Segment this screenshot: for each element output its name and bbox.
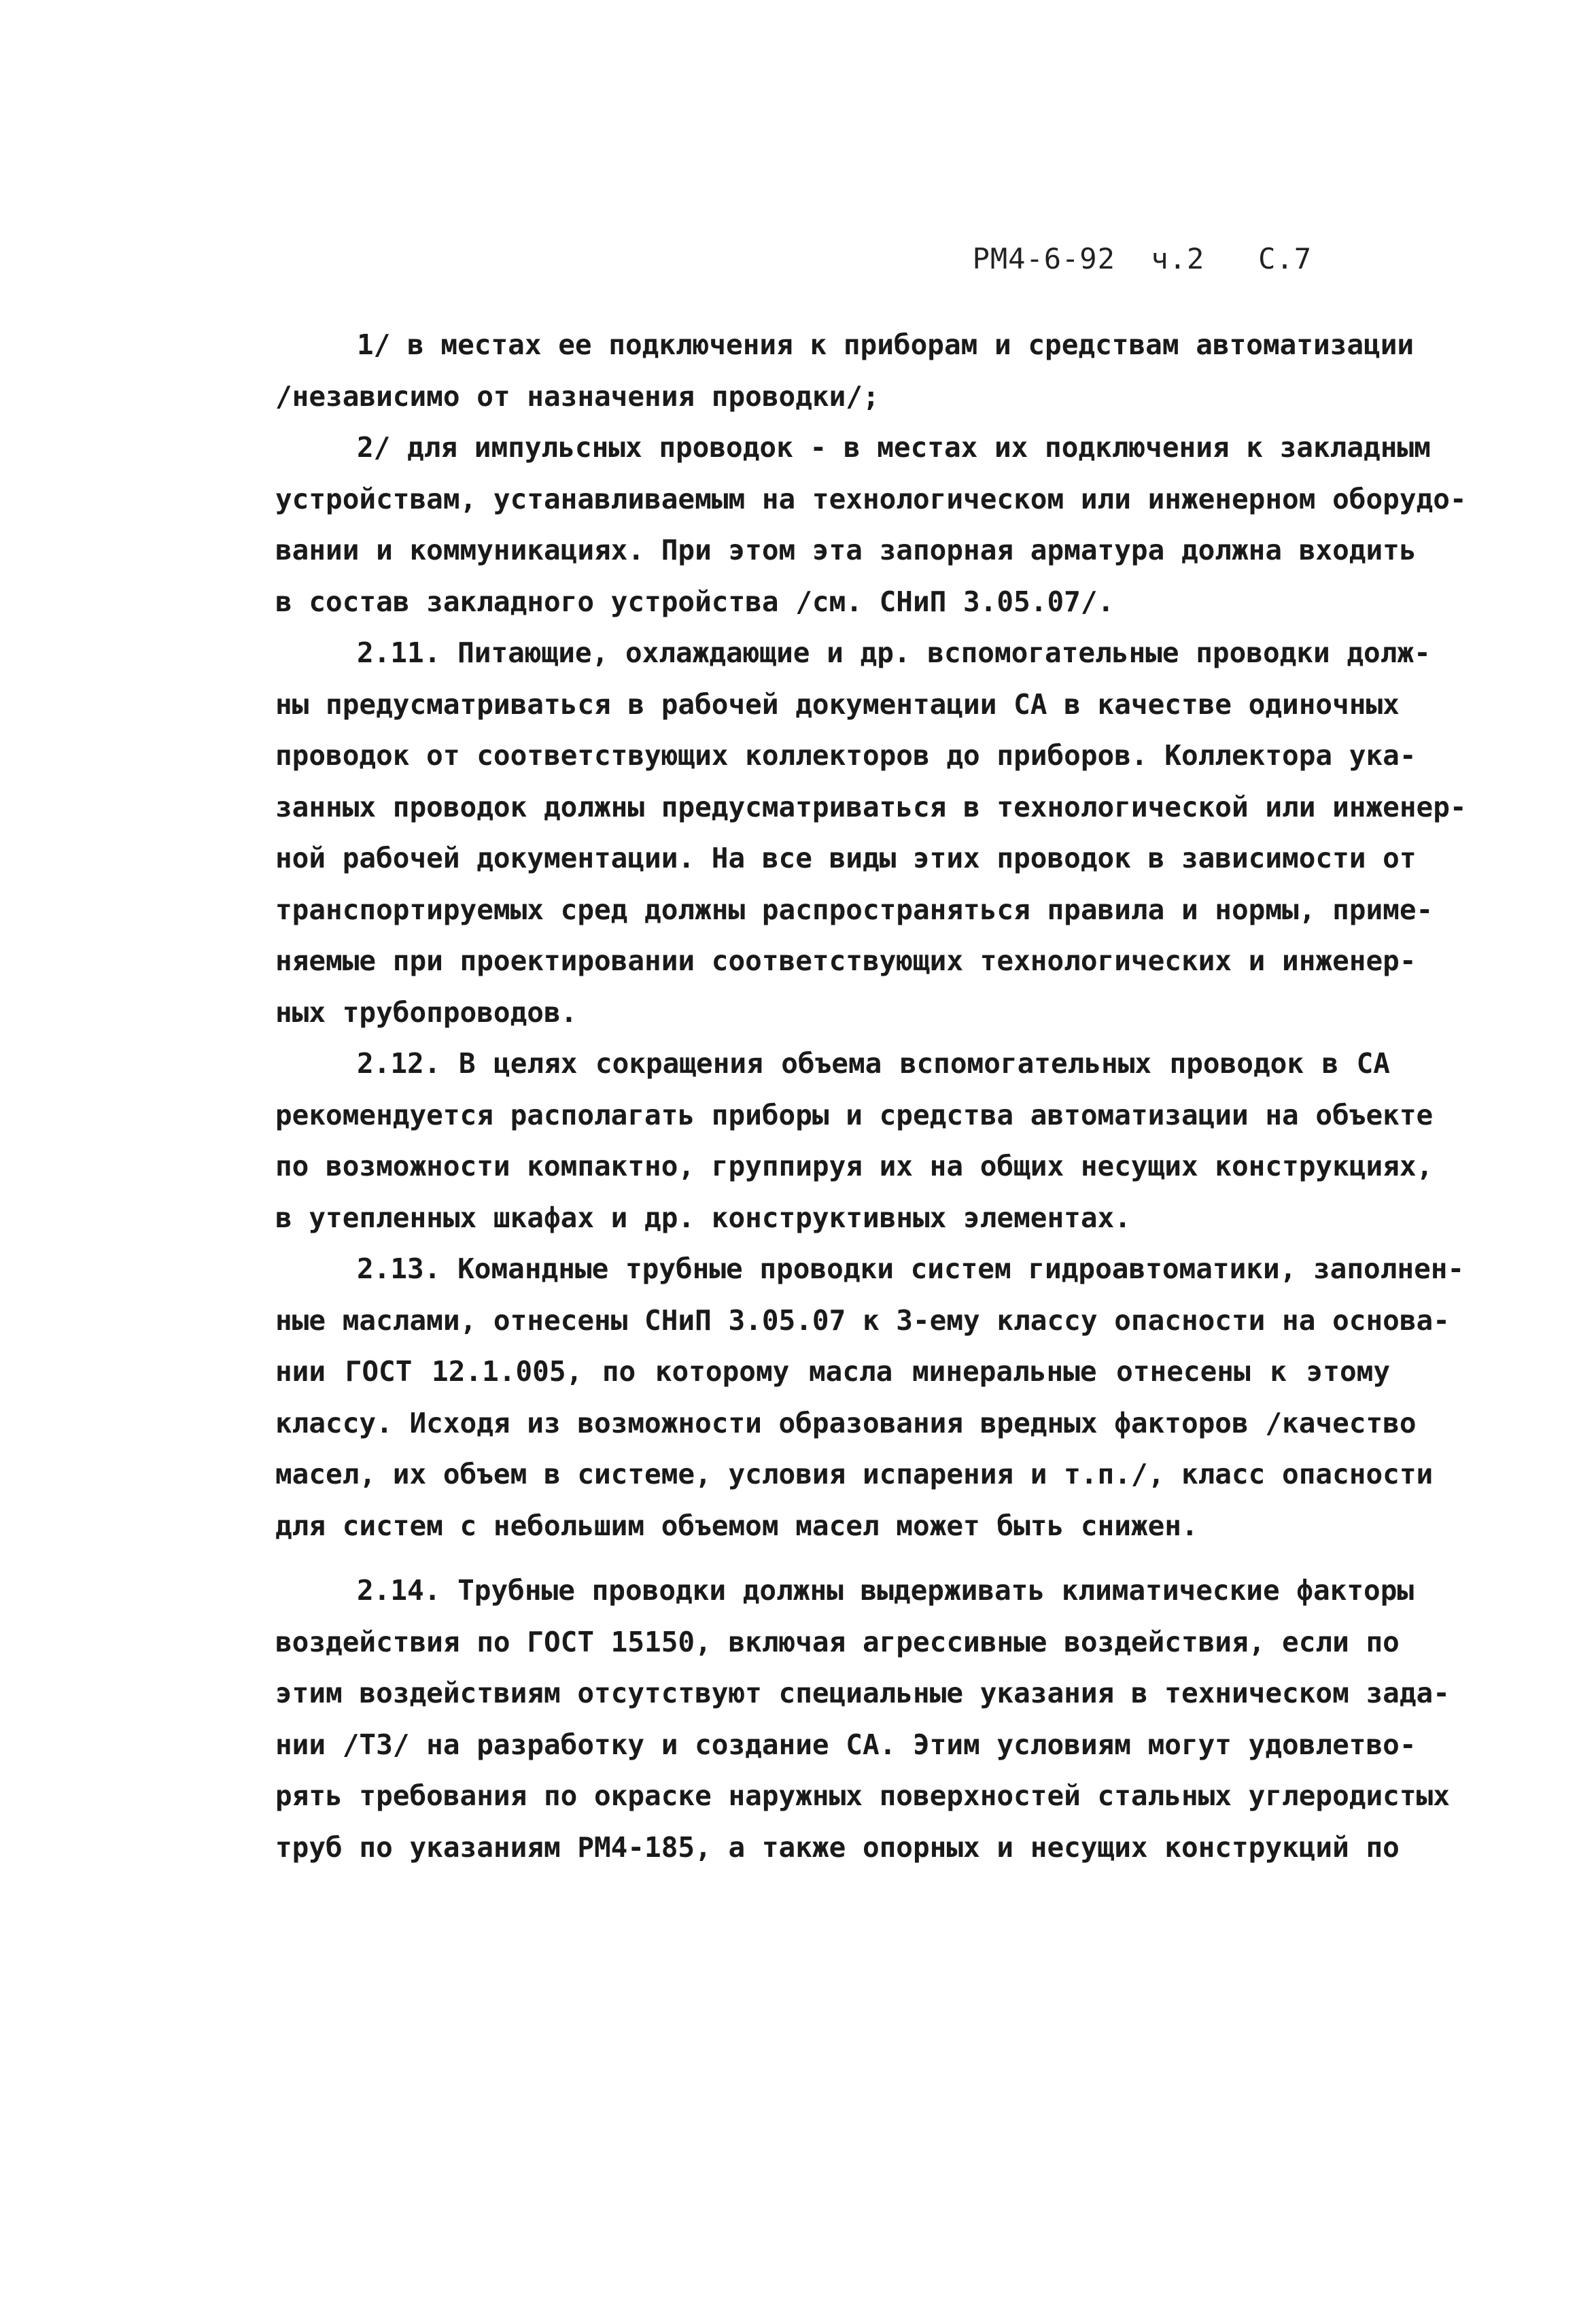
text-line: ные маслами, отнесены СНиП 3.05.07 к 3-ему классу опасности на основа- (275, 1303, 1450, 1337)
text-line: транспортируемых сред должны распространяться правила и нормы, приме- (275, 893, 1434, 926)
text-line: ны предусматриваться в рабочей документации СА в качестве одиночных (275, 687, 1400, 721)
text-line: для систем с небольшим объемом масел может быть снижен. (275, 1509, 1198, 1542)
text-line: 2.13. Командные трубные проводки систем гидроавтоматики, заполнен- (357, 1252, 1465, 1285)
text-line: /независимо от назначения проводки/; (275, 379, 880, 413)
text-line: труб по указаниям РМ4-185, а также опорных и несущих конструкций по (275, 1830, 1400, 1864)
text-line: 2.12. В целях сокращения объема вспомогательных проводок в СА (357, 1047, 1390, 1080)
document-body (275, 320, 1467, 1873)
text-line: рекомендуется располагать приборы и средства автоматизации на объекте (275, 1098, 1434, 1131)
paragraph-item-2 (275, 422, 1467, 628)
text-line: в утепленных шкафах и др. конструктивных элементах. (275, 1201, 1131, 1234)
text-line: 1/ в местах ее подключения к приборам и средствам автоматизации (357, 328, 1415, 361)
text-line: в состав закладного устройства /см. СНиП 3.05.07/. (275, 585, 1115, 618)
text-line: вании и коммуникациях. При этом эта запорная арматура должна входить (275, 534, 1417, 566)
text-line: ных трубопроводов. (275, 995, 578, 1029)
paragraph-2-12 (275, 1038, 1434, 1244)
text-line: 2.14. Трубные проводки должны выдерживать климатические факторы (357, 1574, 1415, 1607)
document-reference-header: РМ4-6-92 ч.2 С.7 (972, 242, 1312, 275)
text-line: классу. Исходя из возможности образования вредных факторов /качество (275, 1406, 1417, 1439)
paragraph-2-11 (275, 628, 1467, 1038)
text-line: 2/ для импульсных проводок - в местах их подключения к закладным (357, 431, 1431, 464)
text-line: воздействия по ГОСТ 15150, включая агрессивные воздействия, если по (275, 1625, 1400, 1658)
text-line: 2.11. Питающие, охлаждающие и др. вспомогательные проводки долж- (357, 636, 1431, 669)
text-line: нии ГОСТ 12.1.005, по которому масла минеральные отнесены к этому (275, 1355, 1390, 1388)
text-line: этим воздействиям отсутствуют специальные указания в техническом зада- (275, 1677, 1450, 1709)
text-line: устройствам, устанавливаемым на технологическом или инженерном оборудо- (275, 482, 1467, 515)
text-line: няемые при проектировании соответствующих технологических и инженер- (275, 944, 1417, 977)
paragraph-2-14 (275, 1565, 1450, 1873)
text-line: проводок от соответствующих коллекторов до приборов. Коллектора ука- (275, 739, 1417, 772)
text-line: занных проводок должны предусматриваться в технологической или инженер- (275, 790, 1467, 823)
text-line: ной рабочей документации. На все виды этих проводок в зависимости от (275, 842, 1417, 874)
text-line: масел, их объем в системе, условия испарения и т.п./, класс опасности (275, 1458, 1434, 1490)
text-line: по возможности компактно, группируя их на общих несущих конструкциях, (275, 1150, 1434, 1182)
text-line: нии /ТЗ/ на разработку и создание СА. Этим условиям могут удовлетво- (275, 1728, 1417, 1761)
text-line: рять требования по окраске наружных поверхностей стальных углеродистых (275, 1779, 1450, 1812)
paragraph-item-1 (275, 320, 1415, 422)
paragraph-2-13 (275, 1244, 1465, 1552)
paragraph-spacer (275, 1552, 1390, 1565)
